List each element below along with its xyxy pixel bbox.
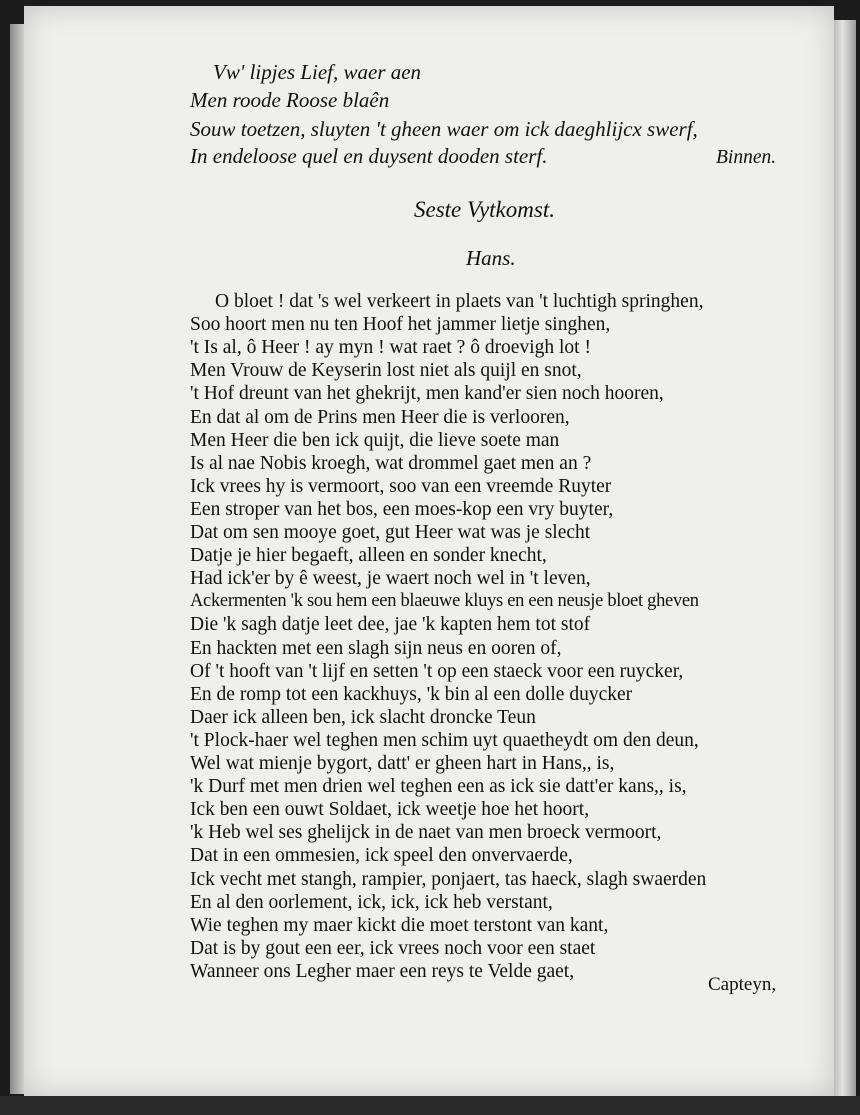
speech-line: En de romp tot een kackhuys, 'k bin al een dolle duycker	[190, 684, 633, 705]
speech-line: O bloet ! dat 's wel verkeert in plaets van 't luchtigh springhen,	[215, 291, 704, 312]
speech-line: Dat is by gout een eer, ick vrees noch voor een staet	[190, 938, 596, 959]
speech-line: Wie teghen my maer kickt die moet terstont van kant,	[190, 915, 609, 936]
speech-line: Wel wat mienje bygort, datt' er gheen hart in Hans,, is,	[190, 753, 615, 774]
speech-line: Ick vecht met stangh, rampier, ponjaert, tas haeck, slagh swaerden	[190, 869, 707, 890]
speech-line: En al den oorlement, ick, ick, ick heb verstant,	[190, 892, 553, 913]
scan-bottom-border	[0, 1096, 860, 1115]
speaker-name: Hans.	[466, 246, 516, 270]
speech-line: Of 't hooft van 't lijf en setten 't op een staeck voor een ruycker,	[190, 661, 684, 682]
speech-line: 'k Durf met men drien wel teghen een as ick sie datt'er kans,, is,	[190, 776, 687, 797]
speech-line: Wanneer ons Legher maer een reys te Velde gaet,	[190, 961, 575, 982]
speech-line: En hackten met een slagh sijn neus en ooren of,	[190, 638, 562, 659]
top-verse-line-1: Vw' lipjes Lief, waer aen	[213, 60, 422, 84]
speech-line: 't Is al, ô Heer ! ay myn ! wat raet ? ô droevigh lot !	[190, 337, 591, 358]
speech-line: 't Plock-haer wel teghen men schim uyt quaetheydt om den deun,	[190, 730, 699, 751]
stage-direction: Binnen.	[716, 147, 777, 168]
speech-line: 't Hof dreunt van het ghekrijt, men kand'er sien noch hooren,	[190, 383, 664, 404]
speech-line: Daer ick alleen ben, ick slacht droncke Teun	[190, 707, 536, 728]
speech-line: Ackermenten 'k sou hem een blaeuwe kluys en een neusje bloet gheven	[190, 591, 699, 611]
top-verse-line-2: Men roode Roose blaên	[190, 88, 390, 112]
speech-line: Datje je hier begaeft, alleen en sonder knecht,	[190, 545, 547, 566]
speech-line: Die 'k sagh datje leet dee, jae 'k kapten hem tot stof	[190, 614, 591, 635]
speech-line: Ick ben een ouwt Soldaet, ick weetje hoe het hoort,	[190, 799, 590, 820]
speech-line: Men Heer die ben ick quijt, die lieve soete man	[190, 430, 560, 451]
speech-line: Is al nae Nobis kroegh, wat drommel gaet men an ?	[190, 453, 592, 474]
top-verse-line-3: Souw toetzen, sluyten 't gheen waer om ick daeghlijcx swerf,	[190, 117, 698, 141]
speech-line: Een stroper van het bos, een moes-kop een vry buyter,	[190, 499, 614, 520]
catchword: Capteyn,	[708, 974, 777, 995]
speech-line: Ick vrees hy is vermoort, soo van een vreemde Ruyter	[190, 476, 612, 497]
left-page-edge	[10, 24, 24, 1094]
speech-line: Dat om sen mooye goet, gut Heer wat was je slecht	[190, 522, 591, 543]
speech-line: En dat al om de Prins men Heer die is verlooren,	[190, 407, 570, 428]
speech-line: Dat in een ommesien, ick speel den onvervaerde,	[190, 845, 573, 866]
speech-line: 'k Heb wel ses ghelijck in de naet van men broeck vermoort,	[190, 822, 662, 843]
scene-heading: Seste Vytkomst.	[414, 197, 555, 222]
speech-line: Men Vrouw de Keyserin lost niet als quijl en snot,	[190, 360, 582, 381]
speech-line: Soo hoort men nu ten Hoof het jammer lietje singhen,	[190, 314, 611, 335]
right-page-edge	[834, 20, 856, 1100]
speech-line: Had ick'er by ê weest, je waert noch wel in 't leven,	[190, 568, 591, 589]
top-verse-line-4: In endeloose quel en duysent dooden sterf.	[190, 144, 548, 168]
